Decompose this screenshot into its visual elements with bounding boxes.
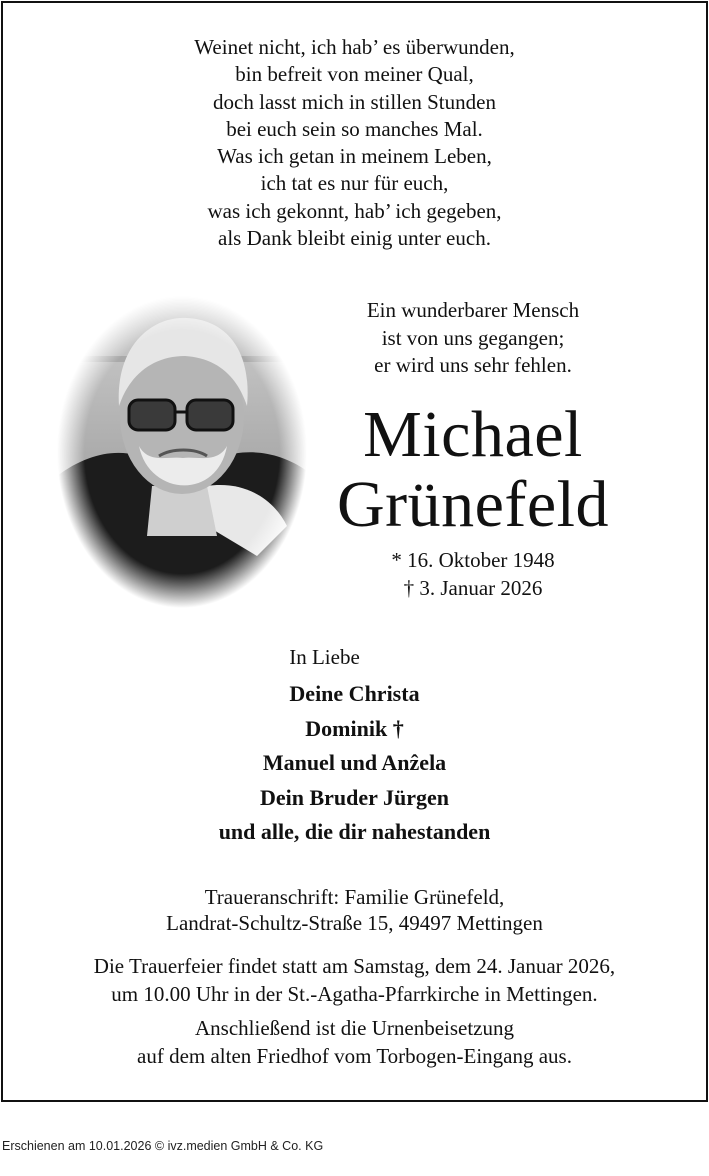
- address-line: Landrat-Schultz-Straße 15, 49497 Mettingen: [166, 911, 543, 935]
- poem-line: bin befreit von meiner Qual,: [235, 62, 474, 87]
- poem: [0, 34, 709, 252]
- burial-line: auf dem alten Friedhof vom Torbogen-Eingang aus.: [137, 1044, 572, 1068]
- family-list: [0, 677, 709, 850]
- deceased-name: [320, 400, 626, 540]
- family-member: Dein Bruder Jürgen: [259, 784, 450, 810]
- portrait-photo: [57, 296, 307, 608]
- death-date: † 3. Januar 2026: [403, 576, 543, 600]
- address-line: Traueranschrift: Familie Grünefeld,: [204, 885, 505, 909]
- intro-line: er wird uns sehr fehlen.: [374, 353, 572, 377]
- family-member: und alle, die dir nahestanden: [218, 819, 491, 844]
- in-liebe-text: In Liebe: [289, 645, 360, 669]
- poem-line: doch lasst mich in stillen Stunden: [213, 89, 496, 114]
- family-member: Deine Christa: [289, 681, 420, 706]
- first-name: Michael: [363, 398, 583, 471]
- birth-date: * 16. Oktober 1948: [391, 548, 555, 572]
- poem-line: als Dank bleibt einig unter euch.: [218, 226, 491, 251]
- urn-burial-info: [0, 1014, 709, 1070]
- publication-footer: Erschienen am 10.01.2026 © ivz.medien GmbH & Co. KG: [2, 1139, 324, 1153]
- in-liebe-label: [0, 643, 709, 671]
- burial-line: Anschließend ist die Urnenbeisetzung: [195, 1016, 514, 1040]
- intro-line: ist von uns gegangen;: [381, 325, 565, 350]
- funeral-service-info: [0, 952, 709, 1008]
- mourning-address: [0, 884, 709, 936]
- poem-line: ich tat es nur für euch,: [260, 171, 449, 196]
- service-line: um 10.00 Uhr in der St.-Agatha-Pfarrkirche in Mettingen.: [111, 982, 598, 1006]
- intro-text: [320, 297, 626, 380]
- last-name: Grünefeld: [336, 468, 610, 541]
- life-dates: [320, 546, 626, 602]
- family-member: Manuel und Anẑela: [262, 750, 447, 775]
- poem-line: Weinet nicht, ich hab’ es überwunden,: [194, 35, 515, 59]
- intro-line: Ein wunderbarer Mensch: [366, 298, 580, 322]
- poem-line: was ich gekonnt, hab’ ich gegeben,: [207, 198, 502, 223]
- family-member: Dominik †: [305, 715, 404, 741]
- poem-line: bei euch sein so manches Mal.: [226, 116, 483, 141]
- service-line: Die Trauerfeier findet statt am Samstag, dem 24. Januar 2026,: [93, 954, 616, 978]
- poem-line: Was ich getan in meinem Leben,: [217, 144, 492, 169]
